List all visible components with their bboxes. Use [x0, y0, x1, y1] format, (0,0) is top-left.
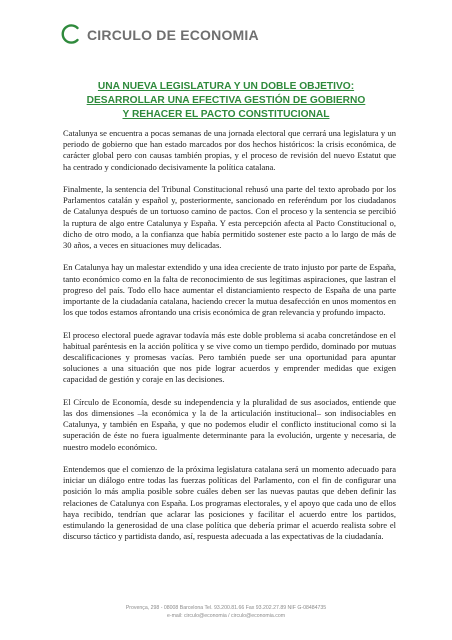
- paragraph-1: Catalunya se encuentra a pocas semanas de una jornada electoral que cerrará una legislatura y un periodo de gobierno que han estado marcados por dos hechos históricos: la crisis económica, de carácter global pero con causas también propias, y el proceso de revisión del nuevo Estatut que ha centrado y condicionado decisivamente la política catalana.: [63, 128, 396, 172]
- paragraph-2: Finalmente, la sentencia del Tribunal Constitucional rehusó una parte del texto aprobado por los Parlamentos catalán y español y, posteriormente, sancionado en referéndum por los ciudadanos de Catalunya después de un tortuoso camino de pactos. Con el proceso y la sentencia se percibió la ruptura de algo entre Catalunya y España. Y esta percepción afecta al Pacto Constitucional o, dicho de otro modo, a la confianza que había permitido sostener este pacto a lo largo de más de 30 años, a veces en situaciones muy delicadas.: [63, 184, 396, 251]
- title-line-1: UNA NUEVA LEGISLATURA Y UN DOBLE OBJETIVO:: [97, 81, 355, 92]
- logo-text: CIRCULO DE ECONOMIA: [87, 27, 259, 43]
- page-footer: [0, 604, 452, 620]
- footer-email: e-mail: circulo@economia / circulo@economia.com: [166, 613, 286, 619]
- paragraph-5: El Círculo de Economía, desde su independencia y la pluralidad de sus asociados, entiende que las dos dimensiones –la económica y la de la articulación institucional– son indisociables en Catalunya, y también en España, y que no podemos eludir el conflicto institucional como si la superación de éste no fuera igualmente determinante para la evolución, urgente y necesaria, de nuestro modelo económico.: [63, 396, 396, 452]
- document-title: [60, 80, 392, 122]
- circle-arc-logo-icon: [60, 23, 82, 45]
- document-body: [63, 128, 396, 542]
- paragraph-4: El proceso electoral puede agravar todavía más este doble problema si acaba concretándose en el habitual paréntesis en la acción política y se vive como un tiempo perdido, dominado por mutuas descalificaciones y promesas vacías. Pero también puede ser una oportunidad para apuntar soluciones a una situación que nos pide lograr acuerdos y emprender medidas que exigen capacidad de gestión y coraje en las decisiones.: [63, 329, 396, 385]
- title-line-3: Y REHACER EL PACTO CONSTITUCIONAL: [122, 109, 330, 120]
- title-line-2: DESARROLLAR UNA EFECTIVA GESTIÓN DE GOBIERNO: [86, 95, 366, 106]
- circulo-logo: [60, 22, 260, 50]
- footer-address: Provença, 298 - 08008 Barcelona Tel. 93.200.81.66 Fax 93.202.27.89 NIF G-08484735: [125, 605, 327, 611]
- paragraph-6: Entendemos que el comienzo de la próxima legislatura catalana será un momento adecuado para iniciar un diálogo entre todas las fuerzas políticas del Parlamento, con el fin de configurar una posición lo más amplia posible sobre cuáles deben ser las nuevas pautas que deben definir las relaciones de Catalunya con España. Los programas electorales, y el apoyo que cada uno de ellos haya recibido, tendrían que aclarar las posiciones y facilitar el acuerdo entre los partidos, estimulando la generosidad de una clase política que debería primar el acuerdo realista sobre el discurso táctico y partidista dando, así, respuesta adecuada a las expectativas de la ciudadanía.: [63, 464, 396, 542]
- paragraph-3: En Catalunya hay un malestar extendido y una idea creciente de trato injusto por parte de España, tanto económico como en la falta de reconocimiento de sus legítimas aspiraciones, que lastran el progreso del país. Todo ello hace aumentar el distanciamiento respecto de España de una parte importante de la ciudadanía catalana, haciendo crecer la mutua desafección en unos momentos en los que todos estamos afrontando una crisis económica de gran relevancia y profundo impacto.: [63, 262, 396, 318]
